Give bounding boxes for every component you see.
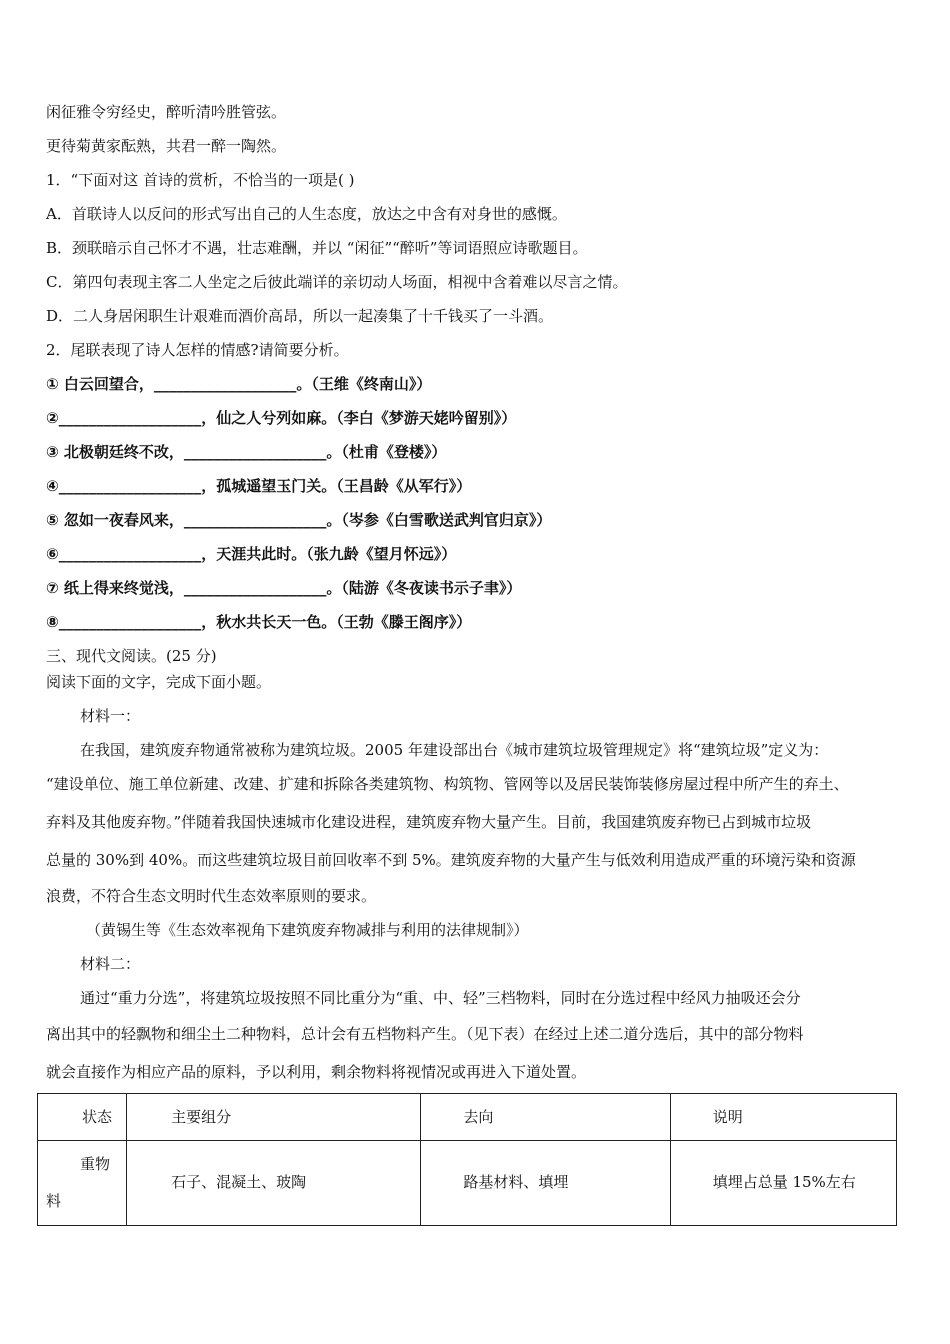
fill-blank-2: ②___________________，仙之人兮列如麻。（李白《梦游天姥吟留别》） <box>46 409 517 427</box>
poem-line-2: 更待菊黄家酝熟，共君一醉一陶然。 <box>46 137 287 155</box>
material-1-line-1: 在我国，建筑废弃物通常被称为建筑垃圾。2005 年建设部出台《城市建筑垃圾管理规定》将“建筑垃圾”定义为： <box>80 741 829 759</box>
table-cell <box>421 1141 670 1226</box>
destination-value: 路基材料、填埋 <box>463 1173 569 1191</box>
header-note: 说明 <box>712 1108 743 1126</box>
section-3-title: 三、现代文阅读。(25 分) <box>46 647 217 665</box>
fill-blank-8: ⑧___________________，秋水共长天一色。（王勃《滕王阁序》） <box>46 613 472 631</box>
question-2: 2．尾联表现了诗人怎样的情感?请简要分析。 <box>46 341 349 359</box>
question-1-option-c: C．第四句表现主客二人坐定之后彼此端详的亲切动人场面，相视中含着难以尽言之情。 <box>46 273 628 291</box>
material-1-line-5: 浪费，不符合生态文明时代生态效率原则的要求。 <box>46 887 377 905</box>
section-3-instruction: 阅读下面的文字，完成下面小题。 <box>46 673 272 691</box>
question-1-option-d: D．二人身居闲职生计艰难而酒价高昂，所以一起凑集了十千钱买了一斗酒。 <box>46 307 554 325</box>
table-header-cell <box>421 1094 670 1141</box>
table-cell <box>38 1141 127 1226</box>
table-cell <box>127 1141 421 1226</box>
table-header-cell <box>38 1094 127 1141</box>
table-header-cell <box>127 1094 421 1141</box>
fill-blank-7: ⑦ 纸上得来终觉浅，___________________。（陆游《冬夜读书示子聿》） <box>46 579 522 597</box>
material-table <box>37 1093 897 1226</box>
material-1-source: （黄锡生等《生态效率视角下建筑废弃物减排与利用的法律规制》） <box>86 921 529 939</box>
header-components: 主要组分 <box>171 1108 232 1126</box>
question-1-option-a: A．首联诗人以反问的形式写出自己的人生态度，放达之中含有对身世的感慨。 <box>46 205 567 223</box>
fill-blank-6: ⑥___________________，天涯共此时。（张九龄《望月怀远》） <box>46 545 457 563</box>
state-line-2: 料 <box>46 1192 62 1210</box>
note-value: 填埋占总量 15%左右 <box>712 1173 856 1191</box>
material-2-line-2: 离出其中的轻飘物和细尘土二种物料，总计会有五档物料产生。（见下表）在经过上述二道分选后，其中的部分物料 <box>46 1025 804 1043</box>
fill-blank-3: ③ 北极朝廷终不改，___________________。（杜甫《登楼》） <box>46 443 447 461</box>
header-destination: 去向 <box>463 1108 494 1126</box>
table-cell <box>670 1141 896 1226</box>
question-1-stem: 1．“下面对这 首诗的赏析，不恰当的一项是( ) <box>46 171 355 189</box>
poem-line-1: 闲征雅令穷经史，醉听清吟胜管弦。 <box>46 103 287 121</box>
state-line-1: 重物 <box>80 1155 111 1173</box>
material-2-line-3: 就会直接作为相应产品的原料，予以利用，剩余物料将视情况或再进入下道处置。 <box>46 1063 587 1081</box>
material-2-line-1: 通过“重力分选”，将建筑垃圾按照不同比重分为“重、中、轻”三档物料，同时在分选过程中经风力抽吸还会分 <box>80 989 801 1007</box>
header-state: 状态 <box>82 1108 113 1126</box>
fill-blank-1: ① 白云回望合，___________________。（王维《终南山》） <box>46 375 432 393</box>
material-1-line-4: 总量的 30%到 40%。而这些建筑垃圾目前回收率不到 5%。建筑废弃物的大量产生与低效利用造成严重的环境污染和资源 <box>46 851 856 869</box>
fill-blank-5: ⑤ 忽如一夜春风来，___________________。（岑参《白雪歌送武判官归京》） <box>46 511 552 529</box>
components-value: 石子、混凝土、玻陶 <box>171 1173 307 1191</box>
material-1-line-2: “建设单位、施工单位新建、改建、扩建和拆除各类建筑物、构筑物、管网等以及居民装饰装修房屋过程中所产生的弃土、 <box>46 775 849 793</box>
table-header-cell <box>670 1094 896 1141</box>
material-2-label: 材料二： <box>80 955 141 973</box>
question-1-option-b: B．颈联暗示自己怀才不遇，壮志难酬，并以 “闲征”“醉听”等词语照应诗歌题目。 <box>46 239 588 257</box>
fill-blank-4: ④___________________，孤城遥望玉门关。（王昌龄《从军行》） <box>46 477 472 495</box>
table-row <box>38 1141 897 1226</box>
table-header-row <box>38 1094 897 1141</box>
material-1-label: 材料一： <box>80 707 141 725</box>
material-1-line-3: 弃料及其他废弃物。”伴随着我国快速城市化建设进程，建筑废弃物大量产生。目前，我国建筑废弃物已占到城市垃圾 <box>46 813 812 831</box>
